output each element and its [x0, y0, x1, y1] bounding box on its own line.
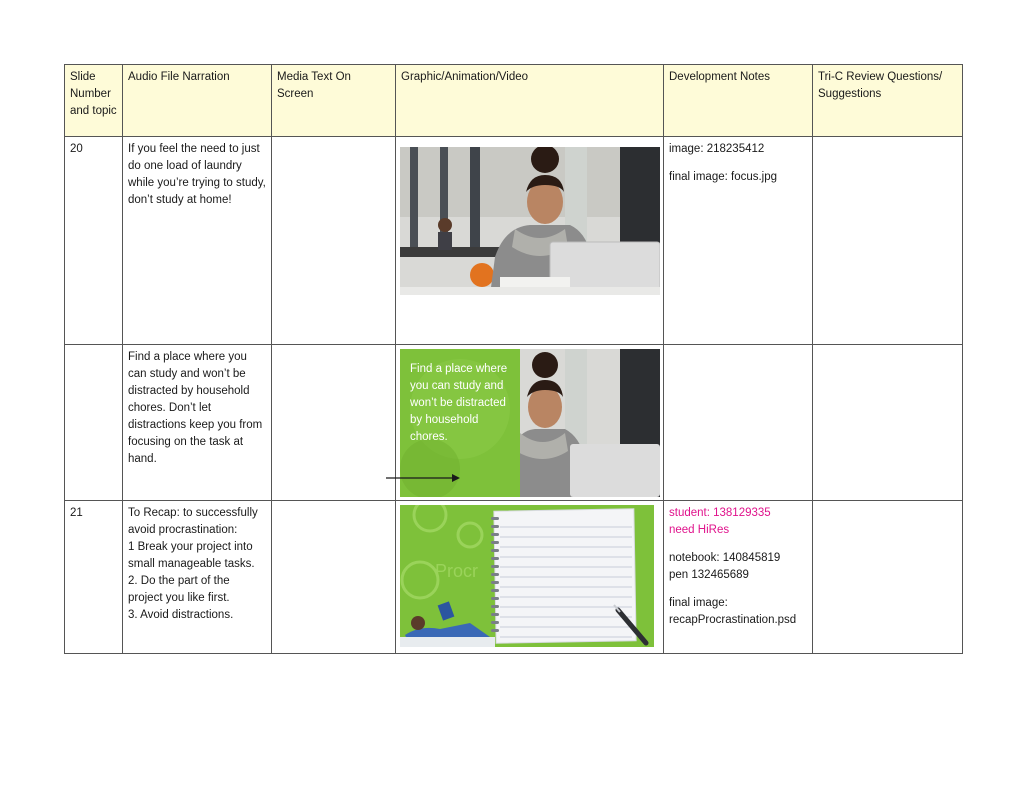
graphic-cell: [396, 137, 664, 345]
slide-number: 21: [65, 501, 123, 654]
dev-note: student: 138129335: [669, 507, 771, 519]
table-row: [65, 137, 963, 345]
dev-note: notebook: 140845819: [669, 552, 781, 564]
narration-cell: If you feel the need to just do one load of laundry while you’re trying to study, don’t study at home!: [123, 137, 272, 345]
dev-note: image: 218235412: [669, 143, 765, 155]
arrow-icon: [386, 473, 460, 483]
slide-number: [65, 345, 123, 501]
header-review: Tri-C Review Questions/ Suggestions: [813, 65, 963, 137]
graphic-cell: [396, 345, 664, 501]
dev-note: recapProcrastination.psd: [669, 614, 797, 626]
dev-note: pen 132465689: [669, 569, 749, 581]
review-cell: [813, 137, 963, 345]
header-media-text: Media Text On Screen: [272, 65, 396, 137]
photo-woman-studying: [400, 147, 660, 295]
dev-notes-cell: [664, 345, 813, 501]
dev-note-group: [669, 595, 807, 629]
media-text-cell: [272, 345, 396, 501]
storyboard-table: [64, 64, 963, 654]
header-dev-notes: Development Notes: [664, 65, 813, 137]
header-row: [65, 65, 963, 137]
narration-cell: To Recap: to successfully avoid procrastination: 1 Break your project into small manageable tasks. 2. Do the part of the project you like first. 3. Avoid distractions.: [123, 501, 272, 654]
dev-note-group: [669, 550, 807, 584]
procrastination-watermark: Procr: [435, 561, 479, 581]
slide-number: 20: [65, 137, 123, 345]
header-narration: Audio File Narration: [123, 65, 272, 137]
graphic-cell: [396, 501, 664, 654]
media-text-cell: [272, 137, 396, 345]
dev-notes-cell: [664, 137, 813, 345]
narration-cell: Find a place where you can study and won’t be distracted by household chores. Don’t let distractions keep you from focusing on the task at hand.: [123, 345, 272, 501]
dev-notes-cell: [664, 501, 813, 654]
review-cell: [813, 501, 963, 654]
dev-note: final image: focus.jpg: [669, 171, 778, 183]
dev-note-highlight: [669, 505, 807, 539]
table-row: [65, 501, 963, 654]
dev-note: need HiRes: [669, 524, 730, 536]
media-text-cell: [272, 501, 396, 654]
review-cell: [813, 345, 963, 501]
header-graphic: Graphic/Animation/Video: [396, 65, 664, 137]
graphic-overlay-text: Find a place where you can study and won’t be distracted by household chores.: [410, 363, 508, 443]
recap-notebook-illustration: [400, 505, 654, 647]
header-slide: Slide Number and topic: [65, 65, 123, 137]
dev-note: final image:: [669, 597, 728, 609]
table-row: [65, 345, 963, 501]
